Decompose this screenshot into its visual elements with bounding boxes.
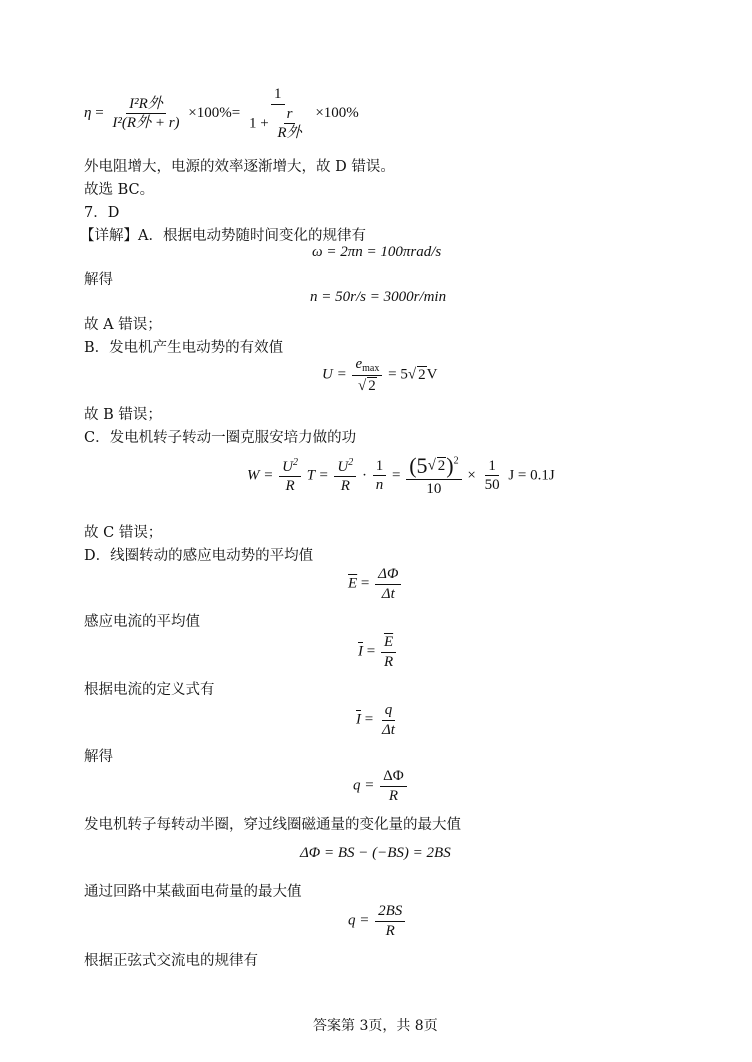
equals-sign: =	[95, 105, 104, 122]
text-line: 外电阻增大，电源的效率逐渐增大，故 D 错误。	[84, 159, 395, 175]
equation-i-average	[358, 634, 398, 670]
fraction-2-denominator	[246, 105, 310, 142]
q-lhs: q =	[353, 777, 375, 794]
i-bar-2: $\overline{I}$	[356, 711, 361, 728]
text-line: 通过回路中某截面电荷量的最大值	[84, 884, 302, 900]
equation-q2	[348, 903, 407, 939]
equation-n: n = 50r/s = 3000r/min	[310, 289, 447, 305]
i-bar: $\overline{I}$	[358, 643, 363, 660]
w-frac-3-den: n	[375, 477, 384, 494]
w-frac-2	[334, 457, 356, 495]
paren-close: )	[446, 453, 454, 478]
sqrt-2: 2	[368, 378, 376, 394]
fraction-2-numerator: 1	[271, 86, 285, 105]
w-frac-1-num: $U^2$	[279, 457, 301, 478]
dot-operator: ·	[362, 467, 368, 484]
text-line: 解得	[84, 749, 113, 765]
text-line: B．发电机产生电动势的有效值	[84, 340, 284, 356]
q1-denominator: R	[388, 787, 399, 804]
q-lhs-2: q =	[348, 912, 370, 929]
u-sym-2: U	[337, 458, 349, 475]
q1-fraction	[380, 768, 407, 804]
unit-v: V	[426, 366, 438, 383]
equation-delta-phi: ΔΦ = BS − (−BS) = 2BS	[300, 845, 451, 861]
i1-denominator: R	[383, 653, 394, 670]
u-sym: U	[282, 458, 293, 475]
equals-sign: =	[364, 711, 374, 728]
fraction-1-denominator: I²(R外 + r)	[112, 115, 180, 132]
equation-w	[247, 454, 555, 498]
paren-open: (5	[409, 453, 428, 478]
question-number: 7．D	[84, 205, 120, 221]
equation-q1	[353, 768, 409, 804]
text-line: 【详解】A．根据电动势随时间变化的规律有	[80, 228, 366, 244]
fraction-1	[109, 96, 182, 132]
u-fraction	[352, 356, 382, 395]
text-line: D．线圈转动的感应电动势的平均值	[84, 548, 314, 564]
sqrt-2-rhs: 2	[418, 366, 426, 383]
u-denominator: √ 2	[358, 378, 376, 394]
e-numerator: ΔΦ	[375, 566, 401, 585]
i2-numerator: q	[382, 702, 396, 721]
times-sign: ×	[467, 467, 476, 484]
equals-sign: =	[366, 643, 376, 660]
text-line: C．发电机转子转动一圈克服安培力做的功	[84, 430, 357, 446]
u-lhs: U =	[322, 366, 347, 383]
text-line: 发电机转子每转动半圈，穿过线圈磁通量的变化量的最大值	[84, 817, 461, 833]
w-frac-2-num: $U^2$	[334, 457, 356, 478]
w-frac-1-den: R	[285, 478, 295, 495]
i1-fraction	[381, 634, 396, 670]
text-line: 故选 BC。	[84, 182, 155, 198]
u-rhs: = 5	[388, 366, 408, 383]
w-frac-3	[373, 458, 387, 494]
one-plus: 1 +	[248, 114, 269, 131]
times-100-percent: ×100%=	[188, 105, 241, 122]
q2-numerator: 2BS	[375, 903, 405, 922]
w-frac-2-den: R	[340, 478, 350, 495]
fraction-1-numerator: I²R外	[126, 96, 166, 115]
w-result: J = 0.1J	[508, 467, 555, 484]
q2-fraction	[375, 903, 405, 939]
e-bar: $\overline{E}$	[348, 575, 358, 592]
eta-symbol: η	[84, 105, 92, 122]
times-100-percent-end: ×100%	[315, 105, 359, 122]
w-frac-1	[279, 457, 301, 495]
fraction-2	[246, 86, 310, 142]
w-frac-5	[482, 458, 503, 494]
text-line: 故 C 错误；	[84, 525, 163, 541]
text-line: 故 A 错误；	[84, 317, 162, 333]
nested-denominator: R外	[277, 125, 302, 141]
w-frac-4-den: 10	[426, 481, 442, 498]
page-footer: 答案第 3页，共 8页	[313, 1018, 438, 1034]
sqrt-2-w: 2	[437, 457, 446, 474]
w-frac-4-num: (5√ 2)$^2$	[406, 454, 461, 480]
e-symbol: e	[355, 356, 363, 372]
e-fraction	[375, 566, 401, 602]
w-frac-5-num: 1	[485, 458, 499, 477]
text-line: 解得	[84, 272, 113, 288]
equation-e-average	[348, 566, 403, 602]
w-frac-3-num: 1	[373, 458, 387, 477]
max-subscript: max	[362, 363, 380, 374]
u-numerator	[352, 356, 382, 376]
equals-sign: =	[360, 575, 370, 592]
equation-i-definition	[356, 702, 400, 738]
w-eq-2: =	[392, 467, 401, 484]
w-t-eq: T =	[306, 467, 329, 484]
text-line: 感应电流的平均值	[84, 614, 200, 630]
text-line: 故 B 错误；	[84, 407, 162, 423]
text-line: 根据电流的定义式有	[84, 682, 215, 698]
efficiency-formula	[84, 86, 359, 142]
w-lhs: W =	[247, 467, 274, 484]
w-frac-5-den: 50	[484, 477, 500, 494]
q1-numerator: ΔΦ	[380, 768, 407, 787]
i1-numerator: $\overline{E}$	[381, 634, 396, 653]
text-line: 根据正弦式交流电的规律有	[84, 953, 258, 969]
i2-denominator: Δt	[381, 721, 395, 738]
q2-denominator: R	[385, 922, 395, 939]
w-frac-4	[406, 454, 461, 498]
equation-u: U = $\frac{e_{max}}{√ 2}$ = 5√ 2V	[322, 356, 438, 394]
i2-fraction	[379, 702, 398, 738]
e-denominator: Δt	[381, 585, 395, 602]
nested-numerator: r	[284, 106, 296, 125]
equation-omega: ω = 2πn = 100πrad/s	[312, 244, 442, 260]
nested-fraction	[274, 106, 304, 142]
